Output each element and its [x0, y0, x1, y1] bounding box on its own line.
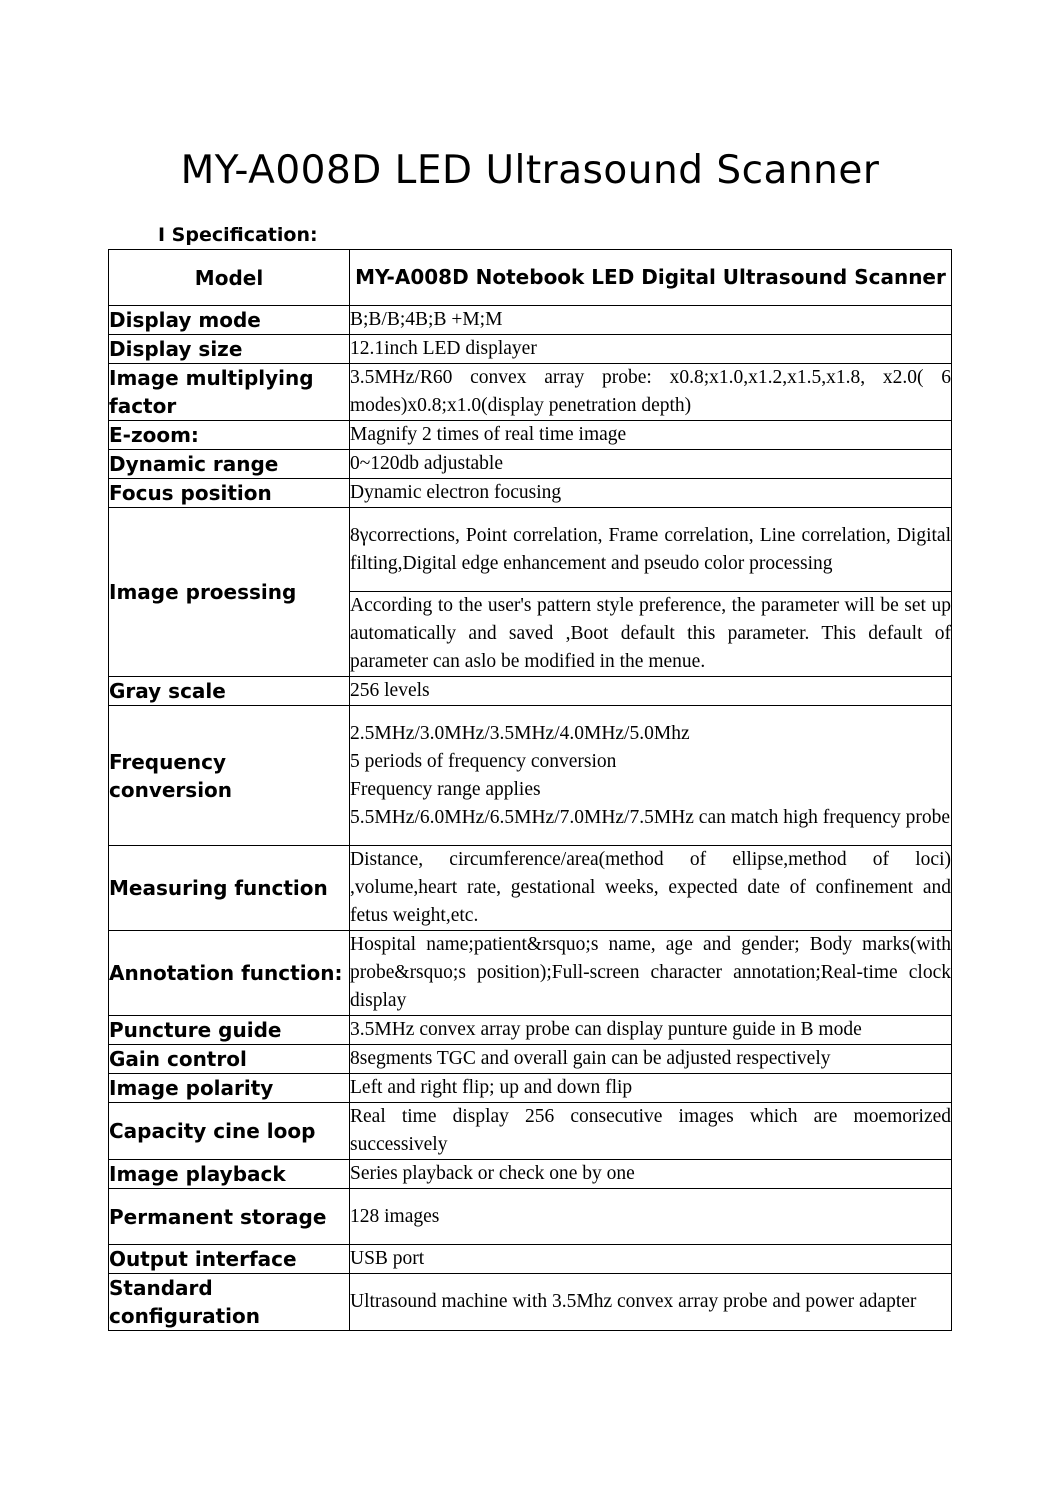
row-value: Dynamic electron focusing [350, 479, 952, 508]
row-label: Display mode [109, 306, 350, 335]
page-title: MY-A008D LED Ultrasound Scanner [180, 148, 880, 193]
row-value [350, 706, 952, 846]
table-row [109, 1189, 952, 1245]
table-row [109, 1103, 952, 1160]
row-value: 128 images [350, 1189, 952, 1245]
row-label: Standard configuration [109, 1274, 350, 1331]
row-value: Hospital name;patient&rsquo;s name, age and gender; Body marks(with probe&rsquo;s position);Full-screen character annotation;Real-time clock display [350, 931, 952, 1016]
table-row [109, 1245, 952, 1274]
row-label: Frequency conversion [109, 706, 350, 846]
model-label: Model [109, 250, 350, 306]
table-row [109, 421, 952, 450]
row-label: Puncture guide [109, 1016, 350, 1045]
row-label: Output interface [109, 1245, 350, 1274]
section-heading: I Specification: [158, 224, 318, 246]
row-value: B;B/B;4B;B +M;M [350, 306, 952, 335]
table-row [109, 1274, 952, 1331]
row-value: Distance, circumference/area(method of ellipse,method of loci) ,volume,heart rate, gestational weeks, expected date of confinement and fetus weight,etc. [350, 846, 952, 931]
table-row [109, 931, 952, 1016]
table-row [109, 450, 952, 479]
row-label: Image multiplying factor [109, 364, 350, 421]
row-label: Permanent storage [109, 1189, 350, 1245]
table-row [109, 335, 952, 364]
model-value: MY-A008D Notebook LED Digital Ultrasound Scanner [350, 250, 952, 306]
row-value: Series playback or check one by one [350, 1160, 952, 1189]
row-label: E-zoom: [109, 421, 350, 450]
table-row [109, 706, 952, 846]
row-value: 256 levels [350, 677, 952, 706]
frequency-line: 5 periods of frequency conversion [350, 750, 617, 772]
row-label: Display size [109, 335, 350, 364]
row-label: Gain control [109, 1045, 350, 1074]
table-row [109, 677, 952, 706]
row-label: Gray scale [109, 677, 350, 706]
row-value: 0~120db adjustable [350, 450, 952, 479]
row-value: 8γcorrections, Point correlation, Frame correlation, Line correlation, Digital filting,Digital edge enhancement and pseudo color processing [350, 508, 952, 592]
row-label: Annotation function: [109, 931, 350, 1016]
row-label: Focus position [109, 479, 350, 508]
row-label: Image playback [109, 1160, 350, 1189]
table-row [109, 306, 952, 335]
table-row [109, 479, 952, 508]
table-row [109, 1045, 952, 1074]
row-label: Measuring function [109, 846, 350, 931]
row-value: 12.1inch LED displayer [350, 335, 952, 364]
table-row [109, 364, 952, 421]
table-row [109, 1016, 952, 1045]
frequency-line: 5.5MHz/6.0MHz/6.5MHz/7.0MHz/7.5MHz can match high frequency probe [350, 806, 951, 828]
row-value: 3.5MHz/R60 convex array probe: x0.8;x1.0,x1.2,x1.5,x1.8, x2.0( 6 modes)x0.8;x1.0(display penetration depth) [350, 364, 952, 421]
row-value: Magnify 2 times of real time image [350, 421, 952, 450]
row-value: 3.5MHz convex array probe can display punture guide in B mode [350, 1016, 952, 1045]
row-value-secondary: According to the user's pattern style preference, the parameter will be set up automatically and saved ,Boot default this parameter. This default of parameter can aslo be modified in the menue. [350, 592, 952, 677]
row-value: Ultrasound machine with 3.5Mhz convex array probe and power adapter [350, 1274, 952, 1331]
row-label: Image polarity [109, 1074, 350, 1103]
row-label: Capacity cine loop [109, 1103, 350, 1160]
row-value: Real time display 256 consecutive images which are moemorized successively [350, 1103, 952, 1160]
row-value: USB port [350, 1245, 952, 1274]
row-label: Dynamic range [109, 450, 350, 479]
row-label: Image proessing [109, 508, 350, 677]
table-row [109, 508, 952, 592]
specification-table [108, 249, 952, 1331]
table-row [109, 1074, 952, 1103]
table-header-row [109, 250, 952, 306]
table-row [109, 846, 952, 931]
frequency-line: 2.5MHz/3.0MHz/3.5MHz/4.0MHz/5.0Mhz [350, 722, 690, 744]
frequency-line: Frequency range applies [350, 778, 541, 800]
row-value: 8segments TGC and overall gain can be adjusted respectively [350, 1045, 952, 1074]
row-value: Left and right flip; up and down flip [350, 1074, 952, 1103]
table-row [109, 1160, 952, 1189]
